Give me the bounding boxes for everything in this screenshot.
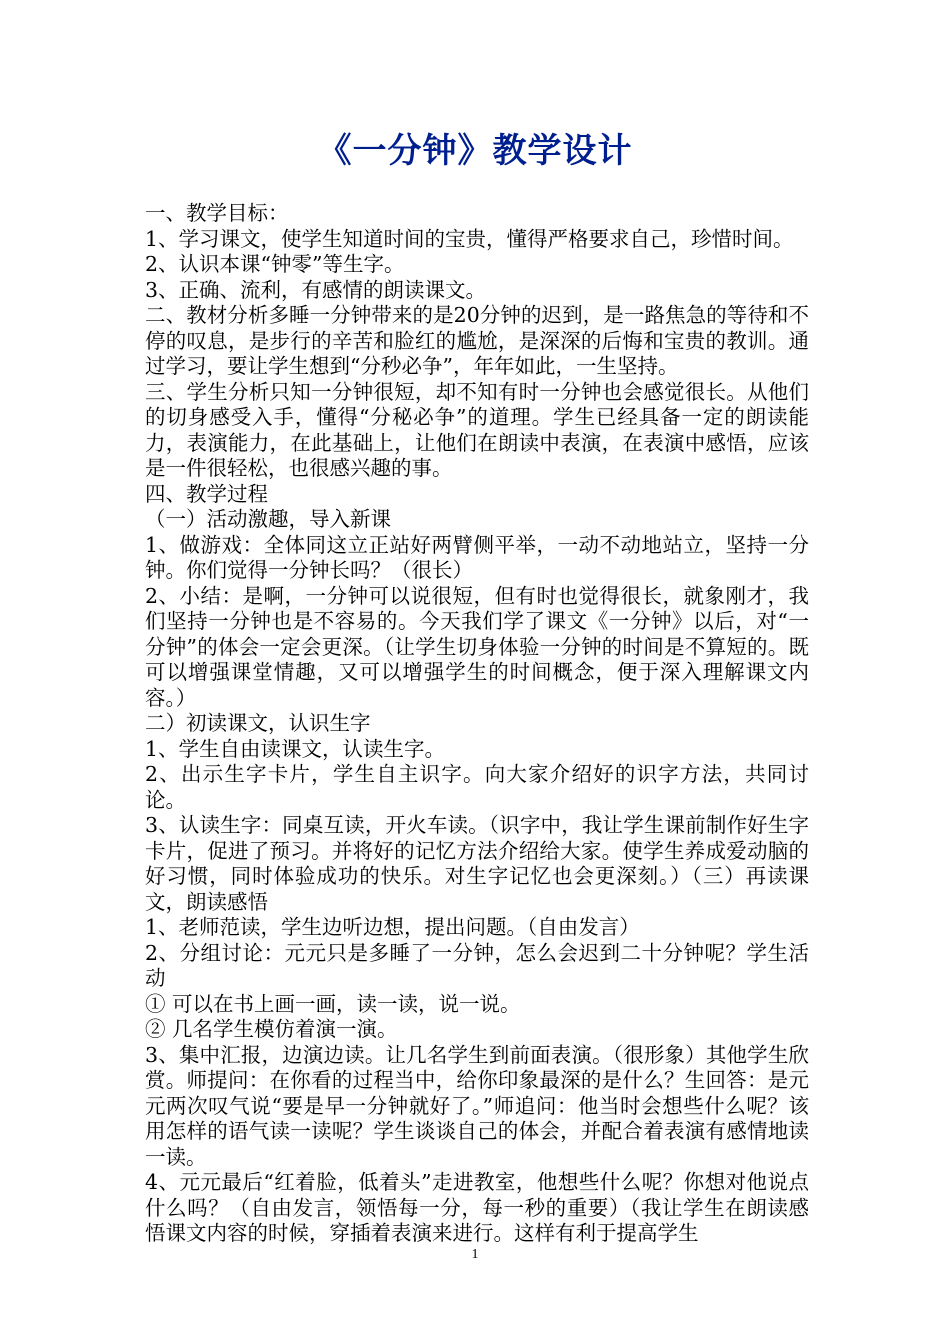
- paragraph: （一）活动激趣，导入新课: [145, 507, 391, 531]
- paragraph: 2、小结：是啊，一分钟可以说很短，但有时也觉得很长，就象刚才，我们坚持一分钟也是不容易的。今天我们学了课文《一分钟》以后，对“一分钟”的体会一定会更深。（让学生切身体验一分钟的时间是不算短的。既可以增强课堂情趣，又可以增强学生的时间概念，便于深入理解课文内容。）: [145, 583, 809, 710]
- paragraph: 1、老师范读，学生边听边想，提出问题。（自由发言）: [145, 915, 640, 939]
- page-number: 1: [471, 1247, 479, 1262]
- paragraph: 四、教学过程: [145, 481, 268, 506]
- paragraph: 二）初读课文，认识生字: [145, 711, 371, 735]
- paragraph: 一、教学目标：: [145, 201, 289, 225]
- paragraph: 三、学生分析只知一分钟很短，却不知有时一分钟也会感觉很长。从他们的切身感受入手，懂得“分秘必争”的道理。学生已经具备一定的朗读能力，表演能力，在此基础上，让他们在朗读中表演，在表演中感悟，应该是一件很轻松，也很感兴趣的事。: [145, 379, 809, 480]
- paragraph: 3、正确、流利，有感情的朗读课文。: [145, 277, 487, 302]
- paragraph: 4、元元最后“红着脸，低着头”走进教室，他想些什么呢？你想对他说点什么吗？（自由发言，领悟每一分，每一秒的重要）（我让学生在朗读感悟课文内容的时候，穿插着表演来进行。这样有利于提高学生: [145, 1170, 809, 1245]
- paragraph: 1、学生自由读课文，认读生字。: [145, 736, 446, 761]
- paragraph: 2、分组讨论：元元只是多睡了一分钟，怎么会迟到二十分钟呢？学生活动: [145, 940, 809, 990]
- paragraph: ② 几名学生模仿着演一演。: [145, 1017, 398, 1041]
- paragraph: 1、学习课文，使学生知道时间的宝贵，懂得严格要求自己，珍惜时间。: [145, 226, 794, 251]
- paragraph: 3、集中汇报，边演边读。让几名学生到前面表演。（很形象）其他学生欣赏。师提问：在你看的过程当中，给你印象最深的是什么？生回答：是元元两次叹气说“要是早一分钟就好了。”师追问：他当时会想些什么呢？该用怎样的语气读一读呢？学生谈谈自己的体会，并配合着表演有感情地读一读。: [145, 1042, 809, 1169]
- paragraph: 3、认读生字：同桌互读，开火车读。（识字中，我让学生课前制作好生字卡片，促进了预习。并将好的记忆方法介绍给大家。使学生养成爱动脑的好习惯，同时体验成功的快乐。对生字记忆也会更深刻。）（三）再读课文，朗读感悟: [145, 813, 809, 914]
- paragraph: 2、认识本课“钟零”等生字。: [145, 252, 405, 276]
- paragraph: 2、出示生字卡片，学生自主识字。向大家介绍好的识字方法，共同讨论。: [145, 762, 809, 812]
- paragraph: ① 可以在书上画一画，读一读，说一说。: [145, 991, 521, 1016]
- document-body: [145, 201, 809, 1247]
- paragraph: 二、教材分析多睡一分钟带来的是20分钟的迟到，是一路焦急的等待和不停的叹息，是步行的辛苦和脸红的尴尬，是深深的后悔和宝贵的教训。通过学习，要让学生想到“分秒必争”，年年如此，一生坚持。: [145, 303, 809, 378]
- paragraph: 1、做游戏：全体同这立正站好两臂侧平举，一动不动地站立，坚持一分钟。你们觉得一分钟长吗？（很长）: [145, 532, 809, 582]
- document-title: 《一分钟》教学设计: [317, 131, 633, 171]
